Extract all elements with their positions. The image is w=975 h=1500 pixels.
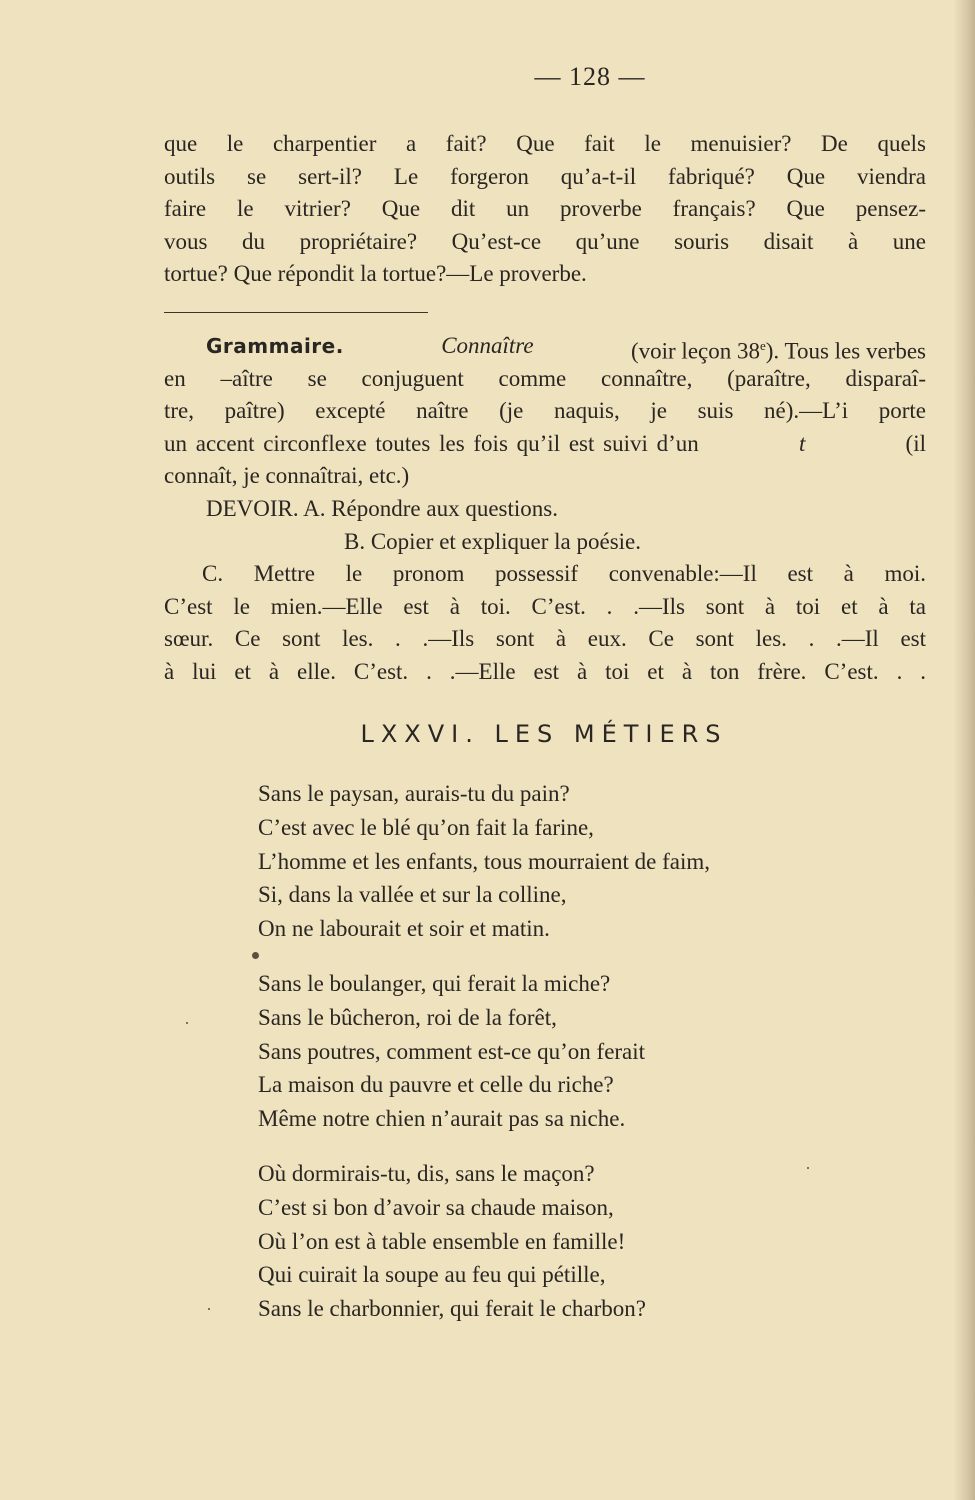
grammar-line-4-start: un accent circonflexe toutes les fois qu’il est suivi d’un [164,430,699,456]
poem [258,777,898,1326]
devoir-c-line: sœur. Ce sont les. . .—Ils sont à eux. Ce sont les. . .—Il est [164,626,926,652]
poem-line: Sans poutres, comment est-ce qu’on ferait [258,1038,646,1064]
ink-speck [807,1167,809,1169]
poem-line: Sans le charbonnier, qui ferait le charbon? [258,1296,647,1322]
grammar-line-4 [164,428,926,461]
poem-line: Sans le bûcheron, roi de la forêt, [258,1004,557,1030]
devoir-b: B. Copier et expliquer la poésie. [344,528,642,554]
questions-paragraph [164,128,926,291]
devoir-c-line: à lui et à elle. C’est. . .—Elle est à toi et à ton frère. C’est. . . [164,658,926,684]
grammar-lesson-ref: (voir leçon 38 [630,338,760,364]
page-edge-shadow [953,0,975,1500]
poem-line: Si, dans la vallée et sur la colline, [258,882,567,908]
grammar-label: Grammaire. [206,334,344,358]
poem-stanza-2 [258,967,898,1136]
poem-line: Sans le paysan, aurais-tu du pain? [258,781,570,806]
poem-line: Où l’on est à table ensemble en famille! [258,1228,626,1254]
questions-line: faire le vitrier? Que dit un proverbe français? Que pensez- [164,196,926,222]
poem-line: On ne labourait et soir et matin. [258,916,550,942]
grammar-paragraph [164,330,926,689]
devoir-c-line: C. Mettre le pronom possessif convenable:—Il est à moi. [202,561,926,587]
ink-speck [252,952,259,959]
grammar-line-2: en –aître se conjuguent comme connaître, (paraître, disparaî- [164,365,926,391]
grammar-line-1-end: ). Tous les verbes [765,338,926,364]
poem-line: La maison du pauvre et celle du riche? [258,1072,614,1098]
questions-line: vous du propriétaire? Qu’est-ce qu’une souris disait à une [164,228,926,254]
grammar-lesson-sup: e [759,338,766,353]
poem-line: Où dormirais-tu, dis, sans le maçon? [258,1160,595,1186]
grammar-line-5: connaît, je connaîtrai, etc.) [164,463,410,489]
poem-line: Même notre chien n’aurait pas sa niche. [258,1106,626,1132]
poem-line: Qui cuirait la soupe au feu qui pétille, [258,1262,606,1288]
page-number: — 128 — [534,62,646,91]
stanza-gap [258,1136,898,1157]
section-divider [164,312,428,313]
devoir-c-line: C’est le mien.—Elle est à toi. C’est. . .—Ils sont à toi et à ta [164,593,926,619]
grammar-line-3: tre, paître) excepté naître (je naquis, je suis né).—L’i porte [164,398,926,424]
questions-line: outils se sert-il? Le forgeron qu’a-t-il fabriqué? Que viendra [164,163,926,189]
poem-line: L’homme et les enfants, tous mourraient de faim, [258,848,711,874]
stanza-gap [258,946,898,967]
grammar-verb: Connaître [441,333,534,358]
lesson-title: LXXVI. LES MÉTIERS [360,720,728,748]
devoir-a: DEVOIR. A. Répondre aux questions. [206,495,558,521]
poem-line: C’est avec le blé qu’on fait la farine, [258,814,594,840]
poem-line: Sans le boulanger, qui ferait la miche? [258,970,611,996]
poem-line: C’est si bon d’avoir sa chaude maison, [258,1194,614,1220]
ink-speck [186,1022,188,1024]
grammar-line-1 [164,330,926,363]
questions-line: que le charpentier a fait? Que fait le menuisier? De quels [164,131,926,156]
poem-stanza-3 [258,1157,898,1326]
grammar-line-4-end: (il [905,430,926,456]
ink-speck [208,1308,210,1310]
questions-line: tortue? Que répondit la tortue?—Le proverbe. [164,261,587,287]
grammar-line-1-text [631,330,926,363]
grammar-line-4-letter: t [798,430,806,456]
poem-stanza-1 [258,777,898,946]
